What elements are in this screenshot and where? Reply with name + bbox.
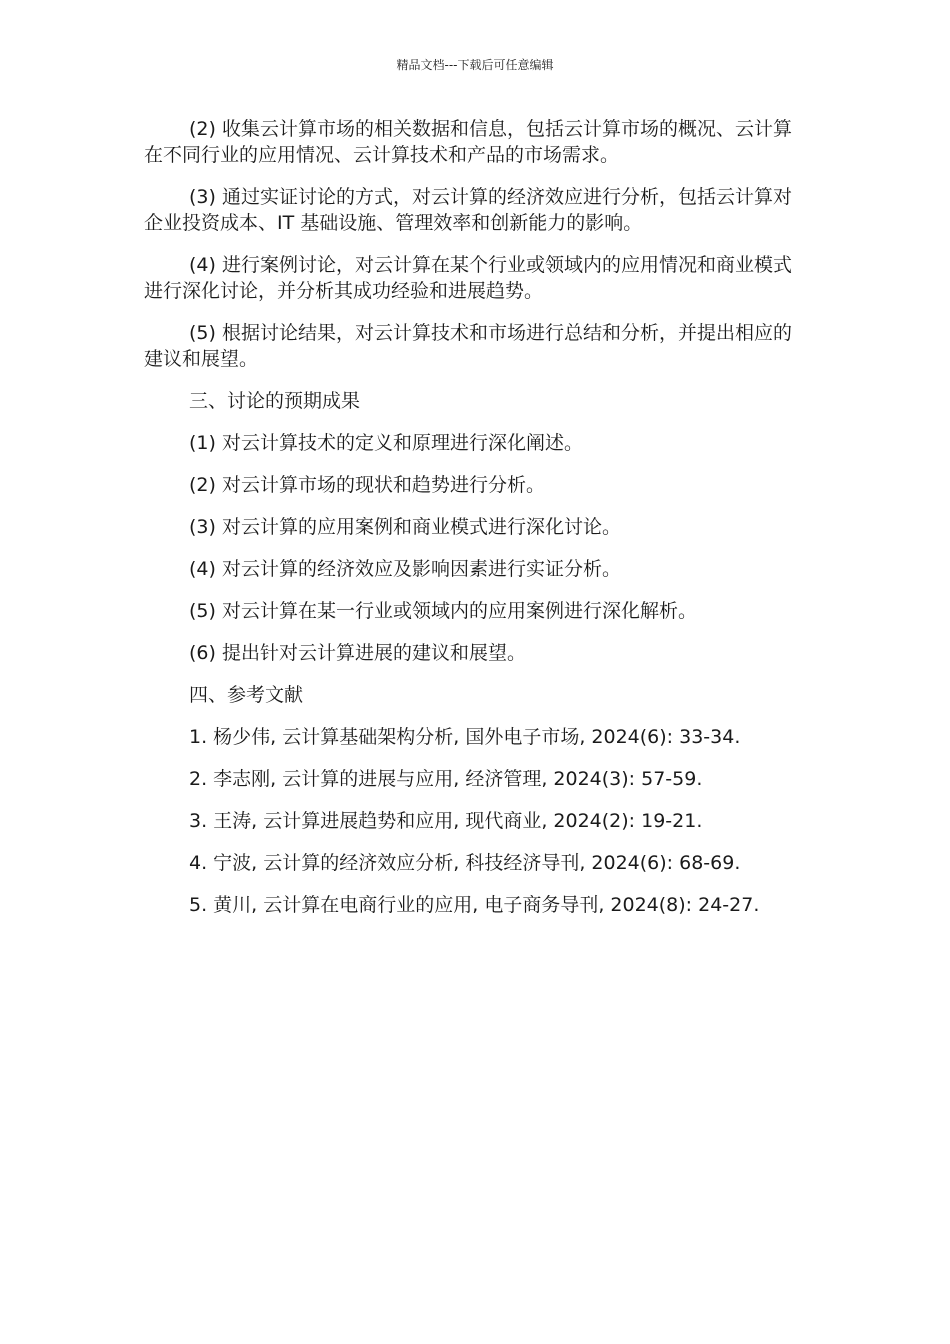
reference-item-1: 1. 杨少伟, 云计算基础架构分析, 国外电子市场, 2024(6): 33-34. <box>189 726 741 748</box>
result-item-6: (6) 提出针对云计算进展的建议和展望。 <box>189 642 526 664</box>
reference-item-4: 4. 宁波, 云计算的经济效应分析, 科技经济导刊, 2024(6): 68-69. <box>189 852 741 874</box>
reference-item-3: 3. 王涛, 云计算进展趋势和应用, 现代商业, 2024(2): 19-21. <box>189 810 703 832</box>
paragraph-method-5: (5) 根据讨论结果，对云计算技术和市场进行总结和分析，并提出相应的建议和展望。 <box>144 322 792 370</box>
page-header: 精品文档---下载后可任意编辑 <box>396 58 554 72</box>
paragraph-method-2: (2) 收集云计算市场的相关数据和信息，包括云计算市场的概况、云计算在不同行业的应用情况、云计算技术和产品的市场需求。 <box>144 118 792 166</box>
document-body <box>144 116 808 934</box>
result-item-5: (5) 对云计算在某一行业或领域内的应用案例进行深化解析。 <box>189 600 697 622</box>
result-item-4: (4) 对云计算的经济效应及影响因素进行实证分析。 <box>189 558 621 580</box>
reference-item-5: 5. 黄川, 云计算在电商行业的应用, 电子商务导刊, 2024(8): 24-27. <box>189 894 760 916</box>
section-heading-references: 四、参考文献 <box>189 684 304 706</box>
section-heading-expected-results: 三、讨论的预期成果 <box>189 390 361 412</box>
reference-item-2: 2. 李志刚, 云计算的进展与应用, 经济管理, 2024(3): 57-59. <box>189 768 703 790</box>
result-item-2: (2) 对云计算市场的现状和趋势进行分析。 <box>189 474 545 496</box>
paragraph-method-4: (4) 进行案例讨论，对云计算在某个行业或领域内的应用情况和商业模式进行深化讨论，并分析其成功经验和进展趋势。 <box>144 254 792 302</box>
paragraph-method-3: (3) 通过实证讨论的方式，对云计算的经济效应进行分析，包括云计算对企业投资成本、IT 基础设施、管理效率和创新能力的影响。 <box>144 186 792 234</box>
result-item-1: (1) 对云计算技术的定义和原理进行深化阐述。 <box>189 432 583 454</box>
result-item-3: (3) 对云计算的应用案例和商业模式进行深化讨论。 <box>189 516 621 538</box>
